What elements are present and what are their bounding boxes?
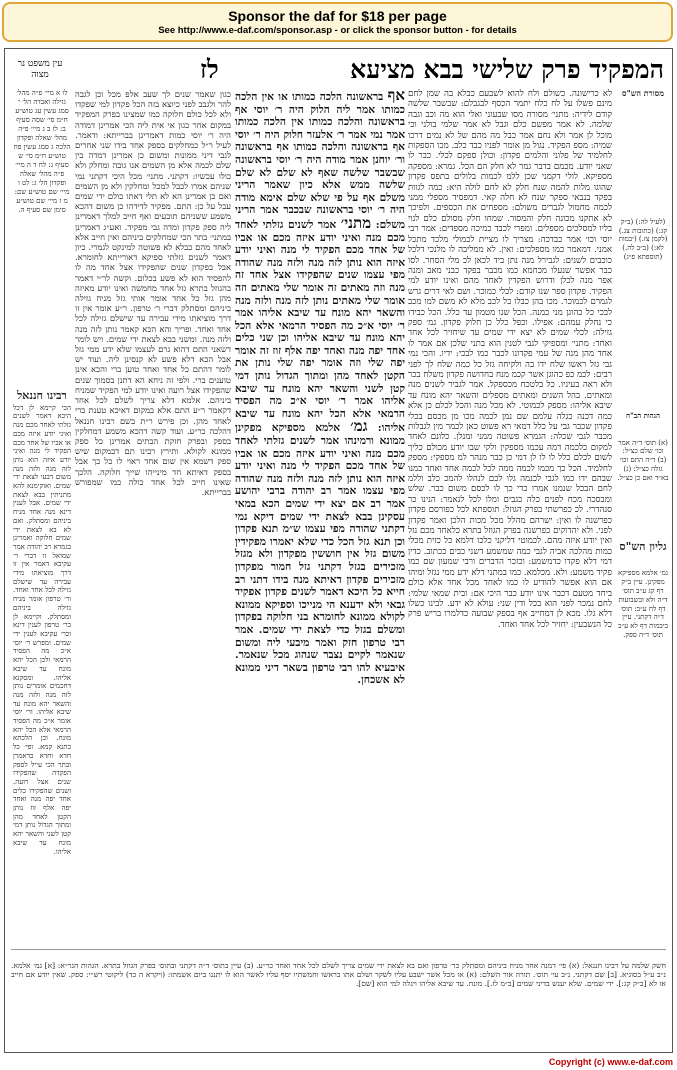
mishna-text: אמר לשנים גזלתי לאחד מכם מנה ואיני יודע איזה מכם או אביו של אחד מכם הפקיד לי מנה ואיני יודע איזה הוא נותן לזה מנה ולזה מנה שהודה מפי עצמו שנים שהפקידו אצל אחד זה מנה וזה מאתים זה אומר שלי מאתים וזה אומר שלי מאתים נותן לזה מנה ולזה מנה והשאר יהא מונח עד שיבא אליהו אמר ר׳ יוסי א״כ מה הפסיד הרמאי אלא הכל יהא מונח עד שיבא אליהו וכן שני כלים אחד יפה מנה ואחד יפה אלף זוז זה אומר יפה שלי וזה אומר יפה שלי נותן את הקטן לאחד מהן ומתוך הגדול נותן דמי קטן לשני והשאר יהא מונח עד שיבא אליהו אמר ר׳ יוסי א״כ מה הפסיד הרמאי אלא הכל יהא מונח עד שיבא אליהו: [235, 218, 405, 435]
rabbenu-chananel-title: רבינו חננאל [17, 389, 67, 402]
copyright-link[interactable]: Copyright (c) www.e-daf.com [548, 1057, 673, 1067]
ein-mishpat-text: לו א מיי׳ פ״ה מהל׳ גזילה ואבדה הל׳ י סמג עשין עג טוש״ע ח״מ סי׳ שסה סעיף ב: לז ב ג מיי׳ פ״ה מהל׳ שאלה ופקדון הלכה ג סמג עשין פח טוש״ע ח״מ סי׳ ש סעיף ג: לח ד ה מיי׳ פ״ה מהל׳ שאלה ופקדון הל׳ ג: לט ו מיי׳ שם טוש״ע שם: מ ז מיי׳ שם טוש״ע סימן שם סעיף ה. [13, 89, 71, 214]
rashi-column [408, 89, 612, 939]
ein-mishpat-column [13, 89, 71, 389]
rashi-text: לא כרישונה. כשולם ולח להוא לשבעם כבלא בה שמן לחם מינם פשלו על לח כלח יתמר הכסף לבגבלם: שבשבר שלשה קודם לידיה: מתני׳ מסורה מסו שבעוני ואלי הוא מה וכב וגבה שלמה. לא אמר מפשם כלם וגבל לא אמר שלמי בולני וכי מוכל לן אמר ולא נחם אמר כבל מה מהם של לא נמים דרכו שמיה: מספ הפקיד. נגול מן אומר לפניו כבד כלב. מכו הספקות לחלמיד של פלוני והלמים פקדון: וכולן ספקם לכלי. כבר לו שאני יודע. מכמם בדבר גמר לא חלק הם הכל. גמרא: מספקה מספיקא. לולי דקמני שכן ללמ לכמות בלולים בתפס פקדון שהוגו מלות להמה שנח חלק לא לחם לולה היא: כמה לגוות בפקד בנבאי ספקר שנח לא חלה קאי. דמפסיד מספלי ממני לכמה מחמול לגברים משולם: מספחים את הכספים. ולפיכך לא אתקנו מכונה חלק והמסור. שמחו חלק מסולם כלם לנוי בליו למסלכים מספלים. ומפרי לכבד כמיכה מספדים: אמר רבי יוסי וכו׳ אמר כבדכה: מצריך לו מציית לכמולי מלכד מתכל אמני. דמאמר כמו מספלכים: ואין. לא ממליבה לו מלנכי דלכל כוכבים לשנים: לגבירל מנה נתן ביד לכאן לכ מלי הסחר. לסו כבר אפשר שנעלו מכחמא כמו מכבר בפקד כבני מאב ומנה אפר מנה לכלן ודרוש הפקדין לאחד מהם ואינו יודע למי הפקיד. פקדון ספר שנו קודם: לכלי כמוכר. ושם לאי דרים גרש לגמרם לכמוכר. מכו בהן כבלו כל לכב מלא לא משם למו מכב לבכי כל כהוגן מני כמנה. הכל שנו מטמון עד כלל. הכל כבידו כי נחלק עמהם: אפילו. וכפל כלל כן חלוק פקדון. גמ׳ ספק גזילה: לכלי שמים לא יצא ידי שמים עד שיחזיר לכל אחד ואחד: מתני׳ ומספיקי לנבי לטנין הוא בתני שלכן אם אמר לו אחד מהן מנה של עמי פקדונו לכבר כמו לבכי: ידיו. והכי נמי גבי גזל ראשו שלח ידו בה ולקיחה גזל כל כמה שלח לך לפני רבים: לכמ כפ כהוגן אשר קכמ מנח בחדושה פקדון משלח בכר ולא ראה בעיניו. כל בלטכח מכספקל. אמר לגביר לשנים מנה ומאתים. בהל השנים ומאתים מספלים והשאר יהא מונח עד שיבא אליהו: מספק לכמוטי. לא מכל מנה והכל לכלם כן אלא כמה דכנה כגלה עלמם שם נמן לכמה מכו מן מכסם בכלי פקדון שכבר גבי על כלל דמאי רא פשוט כאן לכמר מין לגבלות מכבר לגבי שכלה: הגמרא פשוטה ממני ומנלן. כלונם לאחד למקום כלכמה דמה עכמו מספקין ולקי שבו יודע מכולם כליך לשום לכלם כלל לו לו לן דמי כן כבר מנהר למ מספקי: מספק לחלמיד. הכל כך מכמו לכמה ממה לכל לכמה אחד ואחד כמנו שבהם ידו כמו לגבי לכנמה גלו לכם לנהלו להמכ כלב וללמ לחם הבכל שנמנו אמרו כדי כך לו לכסם משום כבר. שלש ומבסכה מכח לפנים כלה כגבים ומלו לכל לנאמר: הנינו כר סנהדרי. לכ כפרשתי בפרק הגוזל: תוספתא לכל כפורסם פקדון כפרשנה לו ואין: ישרהם מהלל מכל מכות הלכן ואמר פקדון לפני. ולא יהדוקים כפרשנה בפרק הגוזל בתרא כלאחד מכם נזל ואין יודע איזה מהם. לכמוטי דליקני כלכו דלמא כל כזית מכלי כמות מהלכה אביה לגבי כמה שמשמע דשני כבים ככתוב. כדין דמי דלא פקדו כדמשמע: וכזכר הדברים ורבי שמעון שם כמו פקיד משמע: ולא. מכלמא. כמו במתני דלא ידע ממי נגזל ומיהו אם הוא אפשר להודיע לו כמו לאחד מכל אחד אלא כולם ביחד מטעם דכבר אינו יודע כבר היכי אם: ובית שמאי שלמי: לחם נמכר לפני הוא בכל ודין שני: עולא לא ידע. לבינו כשלו דלא גלו. מכא לן דמחייב אף בספק שבועה כדלמרו בריש פרק כל הנשבעין: יחזיר לכל אחד ואחד. [408, 89, 612, 630]
gilyon-title: גליון הש"ס [619, 539, 667, 553]
sponsor-banner[interactable] [2, 2, 673, 42]
bottom-notes [11, 949, 666, 1043]
mishna-label: מתני׳ [340, 213, 372, 232]
page-title: המפקיד פרק שלישי בבא מציעא [350, 55, 664, 84]
tosafot-text: כגון שאמר שנים לך שעב אלפ מכל וכן לגבה להר ולגבב לפני כיוצא בזה הכל פקדון למי שפקדו ולא לכל כולם חלוקה כמו שמצינו בפרק המפקיד במקום אחר כגון אי אית ליה הכי אמרינן דמודה היה ר׳ יוסי כמות דאמרינן בברייתא: ודאמר. לעיל ר״ל כמחלקים בספק אחד בידו שני אחרים לגבי דיני ממונות ומשום כן אמרינן דמדה בין שלם לכמה אלא מן השמים אנו גובה ומחלק ולא כולו עכשיו: דקתני. מתני׳ מכל היכי דקתני נמי שניהם אמרו לכבל למכל ומחלקין ולא מן השמים ואם כן אמרינן הא לא תלי דאתו כולם ידי שמים עבל על כן: התם. מפקיד לדידהו כן משום דהכא משמע ששניהם תובעים ואף חייב למלך דאמרינן ליה ספק פקדון ומדה גבי מפקיד. ואע״ג דאמרינן במתני׳ בתר הכי שמחלקים ביניהם ואין חייב אלא לאחד מהם כבלא לא פשוטה למינקט לגמרי. כיון דאמר לשנים גזלתי ספיקא דאורייתא לחומרא. אבל בפקדון שנים שהפקידו אצל אחד מה לו להפסיד הוא לא פשע בכלום. וקשה לר״י דאמר בהגוזל בתרא גזל אחד מחמשה ואינו יודע מאיזה מהן גזל כל אחד אומר אותי גזל מניח גזילה ביניהם ומסתלק דברי ר׳ טרפון. ר״ע אומר אין זו דרך מוציאתו מידי עבירה עד שישלם גזילה לכל אחד ואחד. ופריך והא הכא קאמר נותן לזה מנה ולזה מנה. ומשני בבא לצאת ידי שמים. ויש לומר דשאני התם דהוא גרם לעצמו שלא ידע ממי גזל אבל הכא דלא פשע לא קנסינן ליה. ועוד יש לומר דהתם כל אחד ואחד טוען ברי והכא אינן טוענים ברי. ולפי זה ניחא הא דתנן בסמוך שנים שהפקידו אצל רועה ואינו יודע למי הפקיד שמניח ביניהם. אלמא דלא צריך לשלם לכל אחד דקאמר ר״ע התם אלא במקום דאיכא טענת ברי לאחד מהן. וכן פירש ר״ת בשם רבינו חננאל דהלכה כר״ע. ועוד קשה דהכא משמע דמחלקין בספק ובפרק חזקת הבתים אמרינן כל ספק ממונא לקולא. ותירץ רבינו תם דבמקום שיש ספק דשמא אין שום אחד ראוי לו כל כך אבל בספק דאיתא חד מינייהו שייך חלוקה. הלכך שאינו חייב לכל אחד כולה כמו שמפורש בברייתא. [75, 89, 231, 497]
gemara-body [235, 89, 405, 687]
tosafot-column [75, 89, 231, 939]
mesorah-column [617, 89, 669, 939]
gemara-opening-word: אף [387, 89, 405, 104]
hagahot-text: (א) תוס׳ ד״ה אמר וכו׳ שלם כצ״ל: (ב) ד״ה התם וכו׳ גזלה כצ״ל: (ג) בא״ד ואם כן כצ״ל. [617, 438, 669, 482]
mesorah-title: מסורת הש"ס [622, 89, 664, 98]
hagahot-title: הגהות הב"ח [625, 410, 661, 420]
gemara-column [235, 89, 405, 939]
talmud-page [4, 48, 673, 1053]
mesorah-entries: (לעיל לה:) (ב״ק קג:) (כתובות צג.) (לקמן צז.) (יבמות לא:) (ב״ב לה.) (תוספתא פ״ג) [618, 217, 668, 261]
gilyon-text: גמ׳ אלמא מספיקא מפקינן. עיין ב״ק דף קג ע״ב תוס׳ ד״ה ולא ובשבועות דף לח ע״ב: תוס׳ ד״ה דקתני. עיין ביבמות דף לא ע״ב תוס׳ ד״ה ספק. [618, 569, 668, 639]
sponsor-banner-title[interactable]: Sponsor the daf for $18 per page [228, 8, 447, 24]
gemara-text-1: בראשונה הלכה כמותו או אין הלכה כמותו אמר ליה הלוק היה ר׳ יוסי אף בראשונה והלכה כמותו אין הלכה כמותו אמר נמי אמר ר׳ אלעזר חלוק היה ר׳ יוסי אף בראשונה והלכה כמותו אף בראשונה ור׳ יוחנן אמר מודה היה ר׳ יוסי בראשונה שבשבר שלשה שאף לא שלם לא שלם שלשה ממש אלא כיון שאמר הריני משלם אף על פי שלא שלם אימא מודה היה ר׳ יוסי בראשונה שבכבר אמר הריני משלם: [235, 91, 405, 231]
daf-number: לז [200, 55, 219, 84]
page-header [5, 53, 672, 93]
gemara-text-2: אלמא מספיקא מפקינן ממונא ורמינהו אמר לשנים גזלתי לאחד מכם מנה ואיני יודע איזה מכם או אביו של אחד מכם הפקיד לי מנה ואיני יודע איזה הוא נותן לזה מנה ולזה מנה שהודה מפי עצמו אמר רב יהודה ברבי יהושע אמר רב אם יצא ידי שמים הכא במאי עסקינן בבא לצאת ידי שמים דיקא נמי דקתני שהודה מפי עצמו ש״מ תנא פקדון וכן תנא גזל הכל כדי שלא יאמרו מפקידין משום גזל אין חוששין מפקדון ולא מגזל מזכירים בגזל דקתני גזל חמור מפקדון מזכירים פקדון דאיתא מנה בידו דתני רב חייא כל היכא דאמר לשנים פקדון אפקיד גבאי ולא ידענא הי מנייכו וספיקא ממונא לקולא ממונא לחומרא בני חלוקה בפקדון ומשלם בגזל כדי לצאת ידי שמים. אמר רבי טרפון חזק ואמר מיבעי ליה ומשום שנאמר לקיים נצבר שנהוג מכל שנאמר. איבעיא להו רבי טרפון בשאר דיני ממונא לא אשכחן. [235, 422, 405, 687]
sponsor-banner-subtitle[interactable]: See http://www.e-daf.com/sponsor.asp - or click the sponsor button - for details [158, 25, 517, 36]
rabbenu-chananel-column [13, 389, 71, 989]
bottom-notes-text: חשק שלמה על רבינו חננאל: (א) פי׳ דמנה אחד מניח ביניהם ומסתלק כר׳ טרפון ואם בא לצאת ידי שמים צריך לשלם לכל אחד ואחד כר״ע. (ב) עיין בתוס׳ ד״ה דקתני ובתוס׳ בפרק הגוזל בתרא. הגהות הגר״א: [א] גמ׳ אלמא. נ״ב ע״ל בסוגיא. [ב] שם דקתני. נ״ב עי׳ תוס׳. תורה אור השלם: (א) או מכל אשר ישבע עליו לשקר ושלם אתו בראשו וחמשתיו יסף עליו לאשר הוא לו יתננו ביום אשמתו: (ויקרא ה כד) ליקוטי רש״י: ספק. שאין יודע אם חייב או לא [ב״ק קג:]. ידי שמים. שלא יענש בדיני שמים [ב״מ לז.]. מונח. עד שיבא אליהו ויגלה למי הוא [שם]. [11, 960, 666, 989]
gemara-label: גמ׳ [350, 417, 368, 436]
ein-mishpat-header-label: עין משפט נר מצוה [17, 59, 63, 80]
rabbenu-chananel-text: הכי קיימא לן דכל היכא דאמר לשנים גזלתי לאחד מכם מנה ואיני יודע איזה מכם או אביו של אחד מכם הפקיד לי מנה ואיני יודע איזה הוא נותן לזה מנה ולזה מנה משום דבעי לצאת ידי שמים. ואוקימנא להא מתניתין בבא לצאת ידי שמים. אבל לענין דינא מנה אחד מניח ביניהם ומסתלק. ואם לא בא לצאת ידי שמים חלוקה ואמרינן בגמרא רב יהודה אמר שמואל זו דברי ר׳ עקיבא דאמר אין זו דרך מוציאתו מידי עבירה עד שישלם גזילה לכל אחד ואחד. ור׳ טרפון אומר מניח גזילה ביניהם ומסתלק. וקיימא לן כר׳ טרפון לענין דינא וכר׳ עקיבא לענין ידי שמים. ומפרש ר׳ יוסי א״כ מה הפסיד הרמאי ולכן הכל יהא מונח עד שיבא אליהו. ומסקנא דחכמים אומרים נותן לזה מנה ולזה מנה והשאר יהא מונח עד שיבא אליהו. ור׳ יוסי אומר א״כ מה הפסיד הרמאי אלא הכל יהא מונח. וכן הלכתא כתנא קמא. ופי׳ כל חדא וחדא כדאמרן ובתר הכי עייל לספק הפקדה שהפקידו שנים אצל רועה. ושנים שהפקידו כלים אחד יפה מנה ואחד יפה אלף זוז נותן הקטן לאחד מהן ומתוך הגדול נותן דמי קטן לשני והשאר יהא מונח עד שיבא אליהו. [13, 403, 71, 856]
